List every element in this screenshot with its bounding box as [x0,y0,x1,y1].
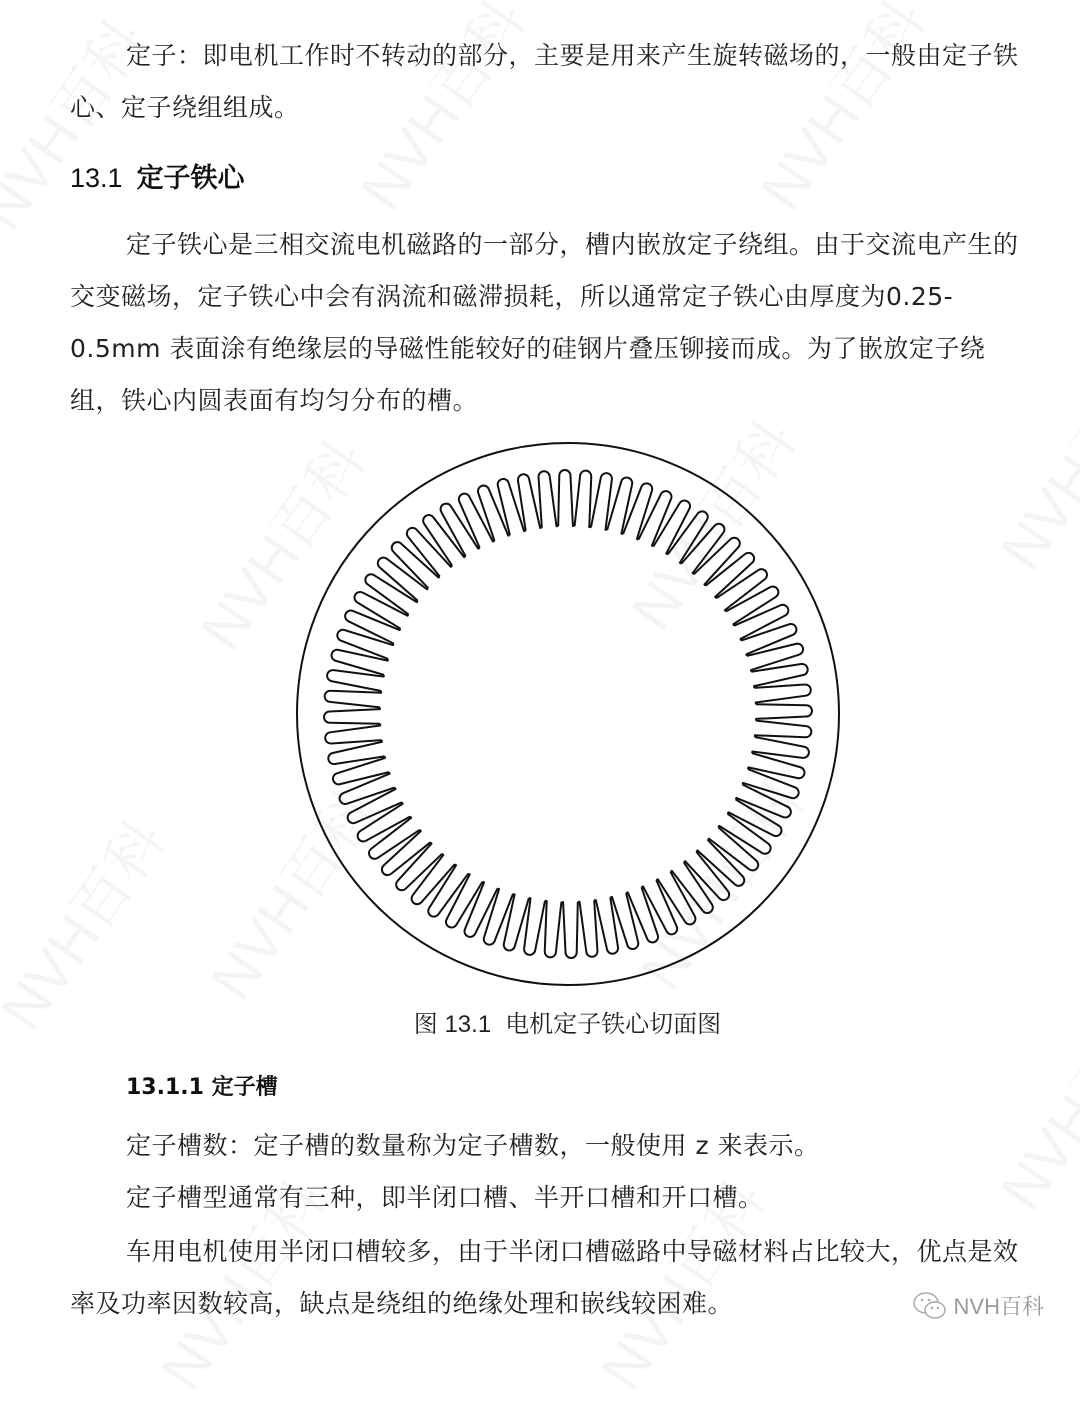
figure-caption-text: 电机定子铁心切面图 [505,1010,722,1038]
section-title: 定子铁心 [136,163,245,194]
source-watermark-text: NVH百科 [953,1294,1044,1319]
section-number: 13.1 [70,163,123,193]
slot-types-paragraph: 定子槽型通常有三种，即半闭口槽、半开口槽和开口槽。 [126,1183,764,1212]
section-heading [70,156,245,195]
figure-label: 图 13.1 [413,1011,492,1038]
subsection-heading: 13.1.1 定子槽 [126,1075,278,1100]
slot-count-paragraph: 定子槽数：定子槽的数量称为定子槽数，一般使用 z 来表示。 [126,1131,820,1160]
intro-paragraph: 定子：即电机工作时不转动的部分，主要是用来产生旋转磁场的，一般由定子铁心、定子绕组组成。 [70,41,1019,122]
slot-usage-paragraph: 车用电机使用半闭口槽较多，由于半闭口槽磁路中导磁材料占比较大，优点是效率及功率因数较高，缺点是绕组的绝缘处理和嵌线较困难。 [70,1237,1019,1318]
stator-outer-circle [297,443,839,985]
section-body-paragraph: 定子铁心是三相交流电机磁路的一部分，槽内嵌放定子绕组。由于交流电产生的交变磁场，定子铁心中会有涡流和磁滞损耗，所以通常定子铁心由厚度为0.25-0.5mm 表面涂有绝缘层的导磁性能较好的硅钢片叠压铆接而成。为了嵌放定子绕组，铁心内圆表面有均匀分布的槽。 [70,230,1019,415]
source-watermark [912,1290,1044,1321]
stator-core-figure [290,438,846,994]
stator-slots [324,470,812,958]
wechat-icon [912,1291,948,1321]
stator-core-diagram [290,438,846,994]
figure-caption [0,1004,1080,1039]
